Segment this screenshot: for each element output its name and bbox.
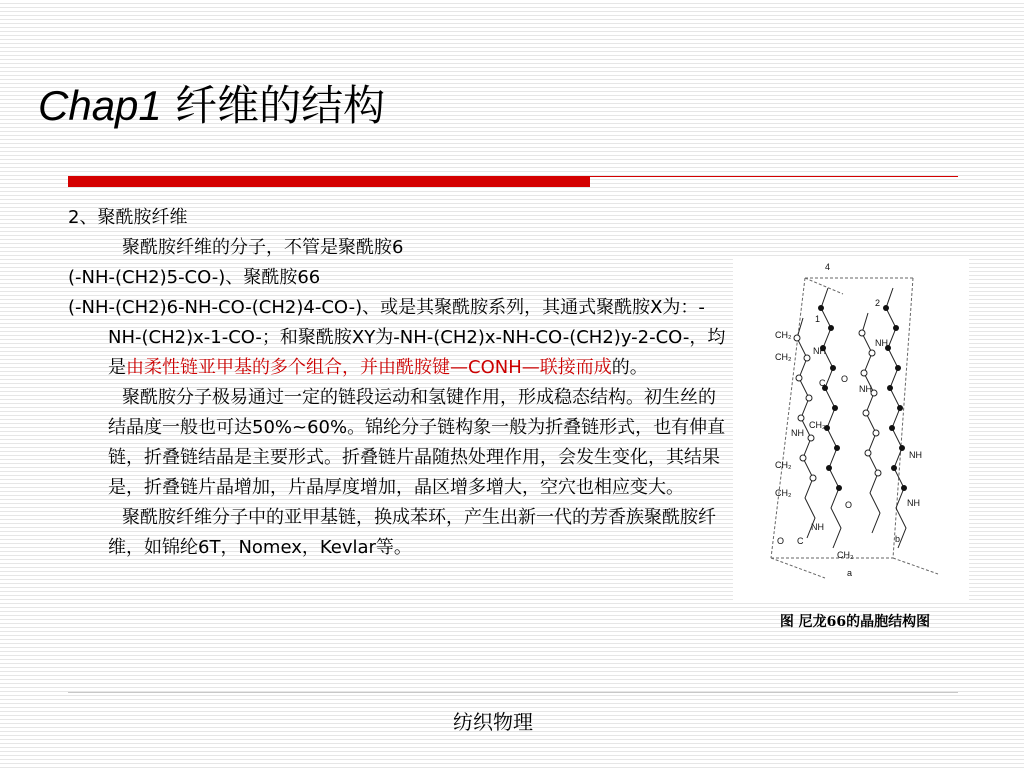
label-o-3: O [777,536,785,546]
label-ch2-6: CH₂ [837,550,854,560]
label-o-2: O [845,500,853,510]
paragraph-1-end: 的。 [611,357,648,378]
title-topic: 纤维的结构 [161,81,386,130]
slide-title [38,78,385,134]
paragraph-1-rest [68,293,728,383]
paragraph-2: 聚酰胺分子极易通过一定的链段运动和氢键作用，形成稳态结构。初生丝的结晶度一般也可达50%~60%。锦纶分子链构象一般为折叠链形式，也有伸直链，折叠链结晶是主要形式。折叠链片晶随热处理作用，会发生变化，其结果是，折叠链片晶增加，片晶厚度增加，晶区增多增大，空穴也相应变大。 [108,387,726,498]
label-ch2-4: CH₂ [775,460,792,470]
paragraph-1-highlight: 由柔性链亚甲基的多个组合，并由酰胺键—CONH—联接而成 [126,357,612,378]
label-axis-a: a [847,568,853,578]
label-nh-7: NH [811,522,824,532]
label-ch2-5: CH₂ [775,488,792,498]
title-divider-line [590,176,958,177]
label-nh-1: NH [813,346,826,356]
label-o-1: O [841,374,849,384]
label-nh-4: NH [791,428,804,438]
label-chain-4: 4 [825,262,831,272]
label-chain-2: 2 [875,298,881,308]
figure-caption: 图 尼龙66的晶胞结构图 [779,614,931,630]
title-chapter: Chap1 [38,82,162,129]
nylon66-crystal-figure [733,258,969,603]
label-c-2: C [797,536,804,546]
section-heading: 2、聚酰胺纤维 [68,207,188,228]
paragraph-1-line-1: 聚酰胺纤维的分子，不管是聚酰胺6 [122,237,404,258]
label-chain-1: 1 [815,314,821,324]
label-ch2-1: CH₂ [775,330,792,340]
hollow-atom-markers [794,330,881,481]
label-nh-2: NH [875,338,888,348]
title-accent-bar [68,176,590,187]
paragraph-1-line-2: (-NH-(CH2)5-CO-)、聚酰胺66 [68,267,321,288]
footer-course-name: 纺织物理 [453,710,533,734]
footer-divider [68,692,958,693]
paragraph-1-rest-text: (-NH-(CH2)6-NH-CO-(CH2)4-CO-)、或是其聚酰胺系列，其通式聚酰胺X为：-NH-(CH2)x-1-CO-；和聚酰胺XY为-NH-(CH2)x-NH-CO-(CH2)y-2-CO-，均是 [68,297,726,378]
label-ch2-2: CH₂ [775,352,792,362]
label-ch2-3: CH₂ [809,420,826,430]
label-axis-b: b [895,534,901,544]
paragraph-3: 聚酰胺纤维分子中的亚甲基链，换成苯环，产生出新一代的芳香族聚酰胺纤维，如锦纶6T，Nomex，Kevlar等。 [108,507,716,558]
label-nh-3: NH [859,384,872,394]
label-c-1: C [819,378,826,388]
nylon66-crystal-diagram [733,258,969,603]
label-nh-6: NH [907,498,920,508]
body-text [68,203,728,563]
label-nh-5: NH [909,450,922,460]
